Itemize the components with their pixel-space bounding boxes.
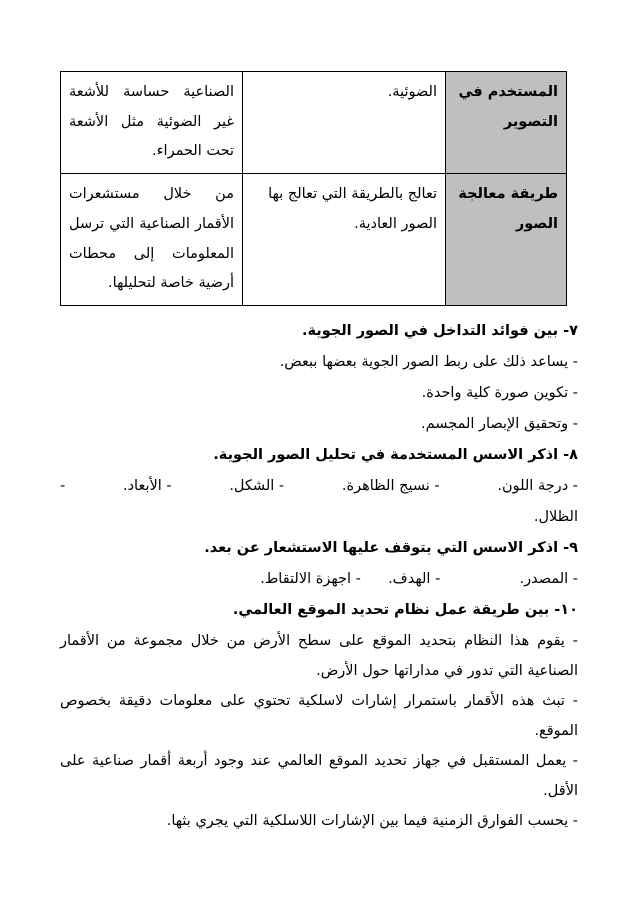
inline-list — [60, 564, 578, 595]
question-heading: ٩- اذكر الاسس التي يتوقف عليها الاستشعار عن بعد. — [204, 540, 578, 556]
list-item: - يحسب الفوارق الزمنية فيما بين الإشارات اللاسلكية التي يجري بثها. — [166, 813, 578, 829]
inline-list — [60, 471, 578, 502]
row-label: المستخدم في التصوير — [446, 72, 567, 174]
list-item: - وتحقيق الإبصار المجسم. — [421, 416, 578, 432]
list-item: - — [60, 478, 66, 494]
question-heading: ١٠- بين طريقة عمل نظام تحديد الموقع العالمي. — [232, 602, 578, 618]
list-item: - تبث هذه الأقمار باستمرار إشارات لاسلكية تحتوي على معلومات دقيقة بخصوص الموقع. — [60, 693, 578, 739]
questions-section — [60, 316, 578, 836]
question-heading: ٨- اذكر الاسس المستخدمة في تحليل الصور الجوية. — [213, 447, 578, 463]
list-item: - الأبعاد. — [122, 478, 172, 494]
list-item: - الهدف. — [388, 571, 441, 587]
list-item: - يعمل المستقبل في جهاز تحديد الموقع العالمي عند وجود أربعة أقمار صناعية على الأقل. — [60, 753, 578, 799]
table-cell: الصناعية حساسة للأشعة غير الضوئية مثل الأشعة تحت الحمراء. — [61, 72, 243, 174]
list-item: - المصدر. — [519, 571, 578, 587]
comparison-table — [60, 71, 567, 306]
row-label: طريقة معالجة الصور — [446, 174, 567, 306]
list-item: - يقوم هذا النظام بتحديد الموقع على سطح الأرض من خلال مجموعة من الأقمار الصناعية التي تدور في مداراتها حول الأرض. — [60, 633, 578, 679]
list-item: - الشكل. — [229, 478, 285, 494]
list-item: - نسيج الظاهرة. — [341, 478, 440, 494]
list-item: - اجهزة الالتقاط. — [260, 571, 361, 587]
question-heading: ٧- بين فوائد التداخل في الصور الجوية. — [301, 323, 578, 339]
table-cell: من خلال مستشعرات الأقمار الصناعية التي ترسل المعلومات إلى محطات أرضية خاصة لتحليلها. — [61, 174, 243, 306]
table-cell: تعالج بالطريقة التي تعالج بها الصور العادية. — [243, 174, 446, 306]
list-item: - درجة اللون. — [497, 478, 578, 494]
list-item-continuation: الظلال. — [533, 509, 578, 525]
list-item: - يساعد ذلك على ربط الصور الجوية بعضها ببعض. — [279, 354, 578, 370]
table-cell: الضوئية. — [243, 72, 446, 174]
table-row — [61, 72, 567, 174]
list-item: - تكوين صورة كلية واحدة. — [421, 385, 578, 401]
table-row — [61, 174, 567, 306]
